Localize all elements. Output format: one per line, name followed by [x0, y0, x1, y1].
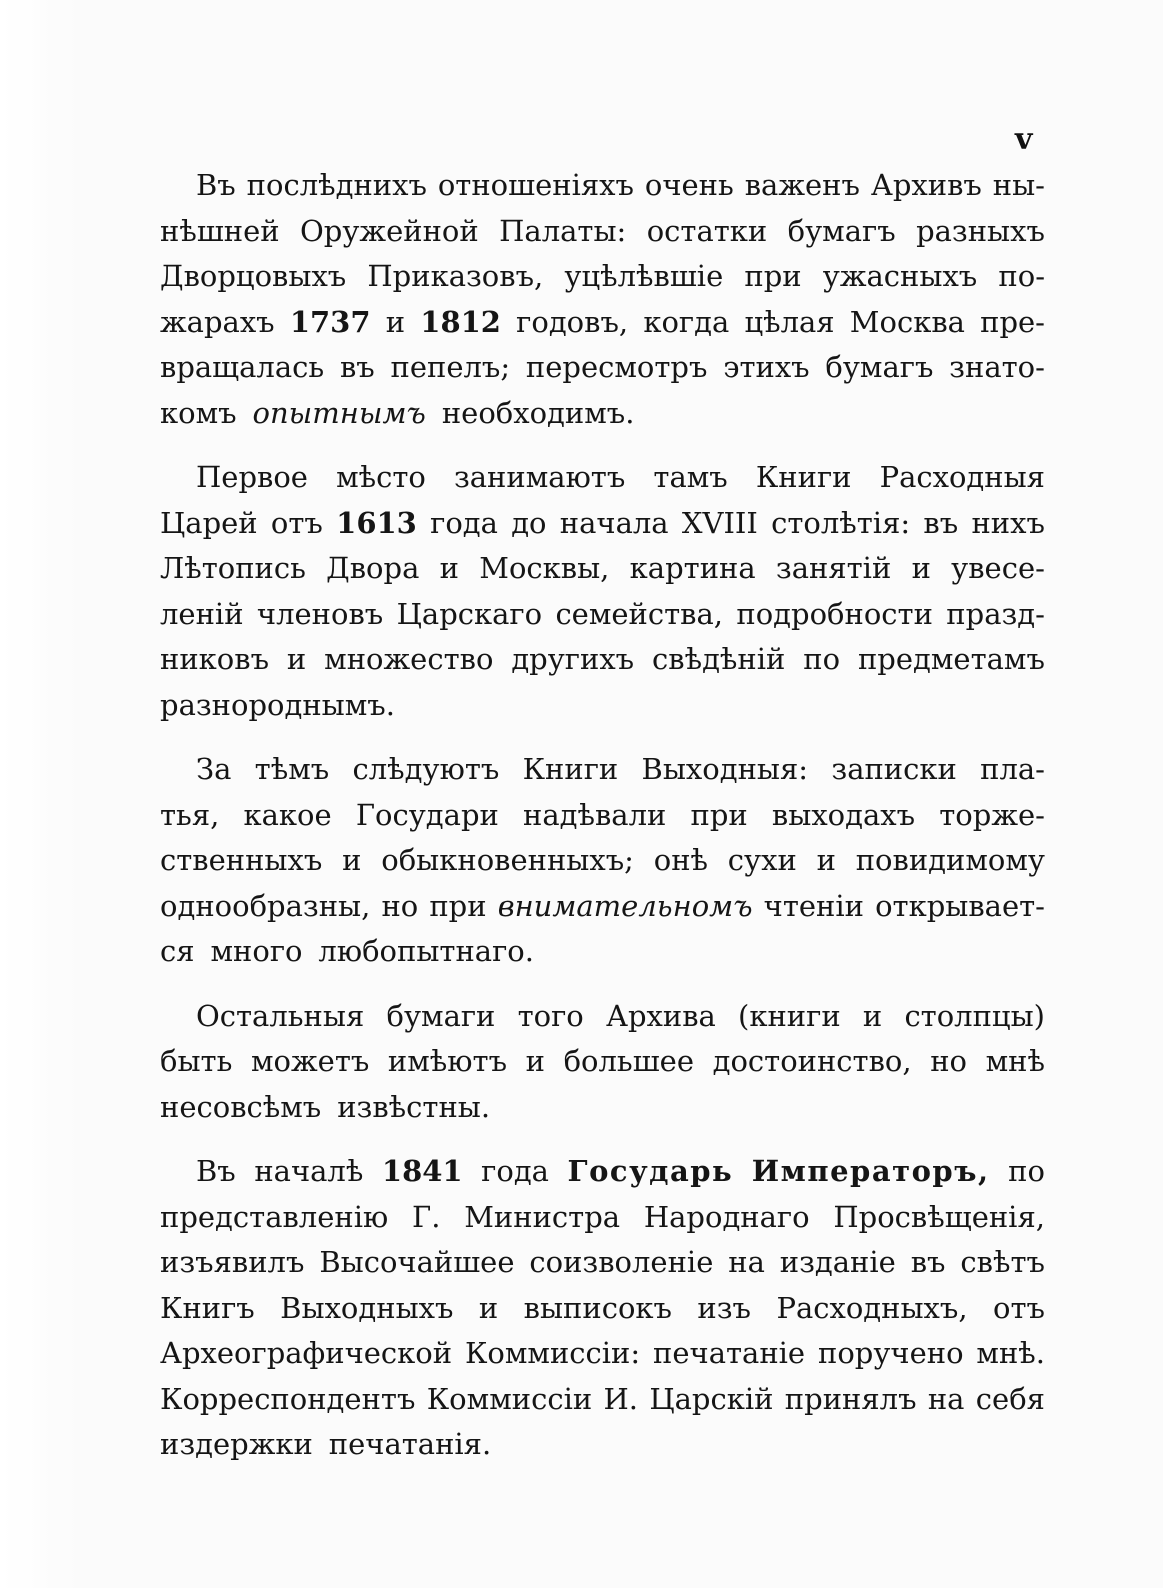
text-line [160, 1240, 1045, 1286]
word: Царскаго [396, 596, 543, 631]
word: свѣдѣній [652, 642, 786, 676]
word: необходимъ. [441, 395, 635, 430]
word: и [286, 642, 307, 676]
text-line [160, 637, 1045, 683]
word: до [511, 505, 547, 540]
word: ны- [992, 168, 1045, 202]
word: ся [160, 934, 195, 968]
word: Двора [326, 551, 420, 585]
word: годовъ, [516, 304, 629, 339]
word: пре- [980, 304, 1045, 339]
word: Книги [755, 460, 852, 494]
text-line [160, 1195, 1045, 1241]
word: (книги [738, 998, 841, 1033]
word: Оружейной [300, 213, 479, 248]
text-line [160, 209, 1045, 255]
word: Москва [849, 304, 965, 339]
word: Въ [196, 168, 236, 202]
word: слѣдуютъ [352, 752, 500, 786]
word: Царей [160, 505, 258, 540]
word: по [1008, 1154, 1045, 1188]
paragraph [160, 455, 1045, 728]
word: комъ [160, 395, 237, 430]
word: Государь [567, 1154, 734, 1188]
text-line [160, 1039, 1045, 1085]
word: Палаты: [499, 213, 627, 248]
page-number: v [1015, 122, 1033, 157]
word: соизволеніе [529, 1245, 714, 1279]
word: печатанія. [328, 1427, 492, 1461]
word: За [196, 752, 232, 786]
word: Книгъ [160, 1290, 255, 1325]
text-line [160, 1286, 1045, 1332]
text-line [160, 884, 1045, 930]
word: внимательномъ [497, 888, 753, 923]
word: Высочайшее [319, 1245, 515, 1279]
word: отъ [270, 505, 323, 540]
word: большее [563, 1044, 694, 1078]
word: тамъ [653, 460, 728, 494]
word: торже- [939, 797, 1045, 832]
word: въ [923, 505, 959, 540]
word: принялъ [784, 1381, 917, 1416]
word: Остальныя [196, 998, 365, 1033]
word: очень [644, 168, 734, 202]
word: и [439, 551, 459, 585]
word: извѣстны. [337, 1089, 491, 1124]
word: много [210, 934, 303, 968]
word: членовъ [256, 596, 384, 631]
word: Министра [464, 1199, 621, 1234]
word: сухи [727, 843, 797, 877]
word: выходахъ [771, 797, 916, 832]
word: чтеніи [763, 888, 864, 923]
word: Коммиссіи [426, 1381, 593, 1416]
word: Расходныхъ, [776, 1290, 968, 1325]
text-line [160, 254, 1045, 300]
word: Археографической [160, 1336, 453, 1370]
text-line [160, 345, 1045, 391]
word: Выходныхъ [280, 1290, 454, 1325]
text-line [160, 1377, 1045, 1423]
word: Г. [412, 1199, 441, 1234]
word: И. [603, 1381, 639, 1416]
word: цѣлая [744, 304, 835, 339]
word: надѣвали [523, 797, 667, 832]
word: нихъ [971, 505, 1045, 540]
word: важенъ [744, 168, 860, 202]
word: и [342, 843, 362, 877]
word: Дворцовыхъ [160, 259, 347, 293]
word: того [517, 998, 584, 1033]
text-line [160, 929, 1045, 975]
word: на [728, 1245, 765, 1279]
word: года [430, 505, 498, 540]
word: и [862, 998, 883, 1033]
word: ственныхъ [160, 843, 323, 877]
word: 1841 [381, 1154, 463, 1188]
word: начала [559, 505, 669, 540]
word: уцѣлѣвшіе [564, 259, 724, 293]
word: бумаги [386, 998, 496, 1033]
word: Просвѣщенія, [833, 1199, 1045, 1234]
word: записки [831, 752, 957, 786]
word: тѣмъ [254, 752, 330, 786]
word: мѣсто [336, 460, 426, 494]
text-line [160, 1085, 1045, 1131]
word: занимаютъ [453, 460, 626, 494]
word: Государи [355, 797, 499, 832]
word: при [429, 888, 487, 923]
word: 1613 [336, 505, 417, 540]
word: себя [975, 1381, 1045, 1416]
word: въ [339, 350, 375, 384]
word: мнѣ [985, 1044, 1045, 1078]
text-line [160, 683, 1045, 729]
word: увесе- [951, 551, 1045, 585]
word: несовсѣмъ [160, 1089, 322, 1124]
word: множество [324, 642, 494, 676]
word: другихъ [511, 642, 635, 676]
text-line [160, 838, 1045, 884]
word: печатаніе [653, 1336, 806, 1370]
word: можетъ [250, 1044, 370, 1078]
word: занятій [775, 551, 892, 585]
scan-margin [0, 0, 80, 1588]
word: нѣшней [160, 213, 280, 248]
word: пепелъ; [390, 350, 511, 384]
word: началѣ [254, 1154, 364, 1188]
word: когда [643, 304, 730, 339]
word: Корреспондентъ [160, 1381, 416, 1416]
word: Выходныя: [641, 752, 809, 786]
text-line [160, 747, 1045, 793]
word: обыкновенныхъ; [381, 843, 634, 877]
word: столѣтія: [771, 505, 911, 540]
word: и [816, 843, 836, 877]
text-line [160, 994, 1045, 1040]
word: знато- [949, 350, 1045, 384]
word: Императоръ, [751, 1154, 990, 1188]
word: семейства, [555, 596, 724, 631]
word: празд- [946, 596, 1045, 631]
word: изъявилъ [160, 1245, 305, 1279]
word: по [803, 642, 841, 676]
word: Книги [522, 752, 619, 786]
word: никовъ [160, 642, 270, 676]
text-line [160, 546, 1045, 592]
word: Москвы, [479, 551, 610, 585]
body-text [160, 163, 1045, 1487]
text-line [160, 1422, 1045, 1468]
word: леній [160, 596, 244, 631]
word: жарахъ [160, 304, 275, 339]
word: выписокъ [523, 1290, 672, 1325]
word: издержки [160, 1427, 313, 1461]
word: по- [998, 259, 1045, 293]
text-line [160, 391, 1045, 437]
text-line [160, 1331, 1045, 1377]
text-line [160, 501, 1045, 547]
word: при [744, 259, 802, 293]
paragraph [160, 994, 1045, 1131]
word: отношеніяхъ [437, 168, 634, 202]
word: но [381, 888, 419, 923]
word: свѣтъ [960, 1245, 1045, 1279]
word: быть [160, 1044, 233, 1078]
word: и [911, 551, 931, 585]
word: бумагъ [825, 350, 934, 384]
text-line [160, 455, 1045, 501]
word: и [385, 304, 406, 339]
text-line [160, 793, 1045, 839]
word: картина [629, 551, 756, 585]
text-line [160, 592, 1045, 638]
word: послѣднихъ [246, 168, 427, 202]
word: Первое [196, 460, 308, 494]
word: на [927, 1381, 965, 1416]
word: Приказовъ, [367, 259, 544, 293]
word: Архива [605, 998, 716, 1033]
paragraph [160, 747, 1045, 975]
word: но [930, 1044, 967, 1078]
word: этихъ [723, 350, 810, 384]
word: однообразны, [160, 888, 371, 923]
word: представленію [160, 1199, 389, 1234]
paragraph [160, 163, 1045, 436]
word: года [481, 1154, 549, 1188]
word: опытнымъ [252, 395, 426, 430]
word: вращалась [160, 350, 325, 384]
word: при [690, 797, 748, 832]
word: Царскій [649, 1381, 774, 1416]
word: какое [243, 797, 332, 832]
word: и [525, 1044, 545, 1078]
word: бумагъ [787, 213, 896, 248]
word: имѣютъ [387, 1044, 508, 1078]
word: открывает- [875, 888, 1045, 923]
word: въ [910, 1245, 946, 1279]
word: Лѣтопись [160, 551, 306, 585]
word: изданіе [779, 1245, 896, 1279]
word: Въ [196, 1154, 236, 1188]
word: Коммиссіи: [464, 1336, 641, 1370]
word: и [478, 1290, 499, 1325]
word: тья, [160, 797, 220, 832]
word: разнороднымъ. [160, 687, 395, 722]
word: пла- [980, 752, 1045, 786]
word: столпцы) [904, 998, 1045, 1033]
word: любопытнаго. [318, 934, 534, 968]
word: 1737 [289, 304, 371, 339]
word: повидимому [855, 843, 1045, 877]
word: ужасныхъ [822, 259, 978, 293]
word: поручено [817, 1336, 964, 1370]
word: отъ [993, 1290, 1045, 1325]
text-line [160, 1149, 1045, 1195]
text-line [160, 300, 1045, 346]
paragraph [160, 1149, 1045, 1468]
word: Расходныя [879, 460, 1045, 494]
word: изъ [697, 1290, 752, 1325]
word: остатки [646, 213, 768, 248]
word: предметамъ [857, 642, 1045, 676]
word: мнѣ. [976, 1336, 1045, 1370]
word: XVIII [681, 505, 758, 540]
word: 1812 [420, 304, 501, 339]
text-line [160, 163, 1045, 209]
word: Народнаго [643, 1199, 810, 1234]
word: подробности [736, 596, 933, 631]
word: Архивъ [870, 168, 982, 202]
word: разныхъ [916, 213, 1045, 248]
word: достоинство, [712, 1044, 912, 1078]
word: онѣ [653, 843, 709, 877]
word: пересмотръ [525, 350, 708, 384]
